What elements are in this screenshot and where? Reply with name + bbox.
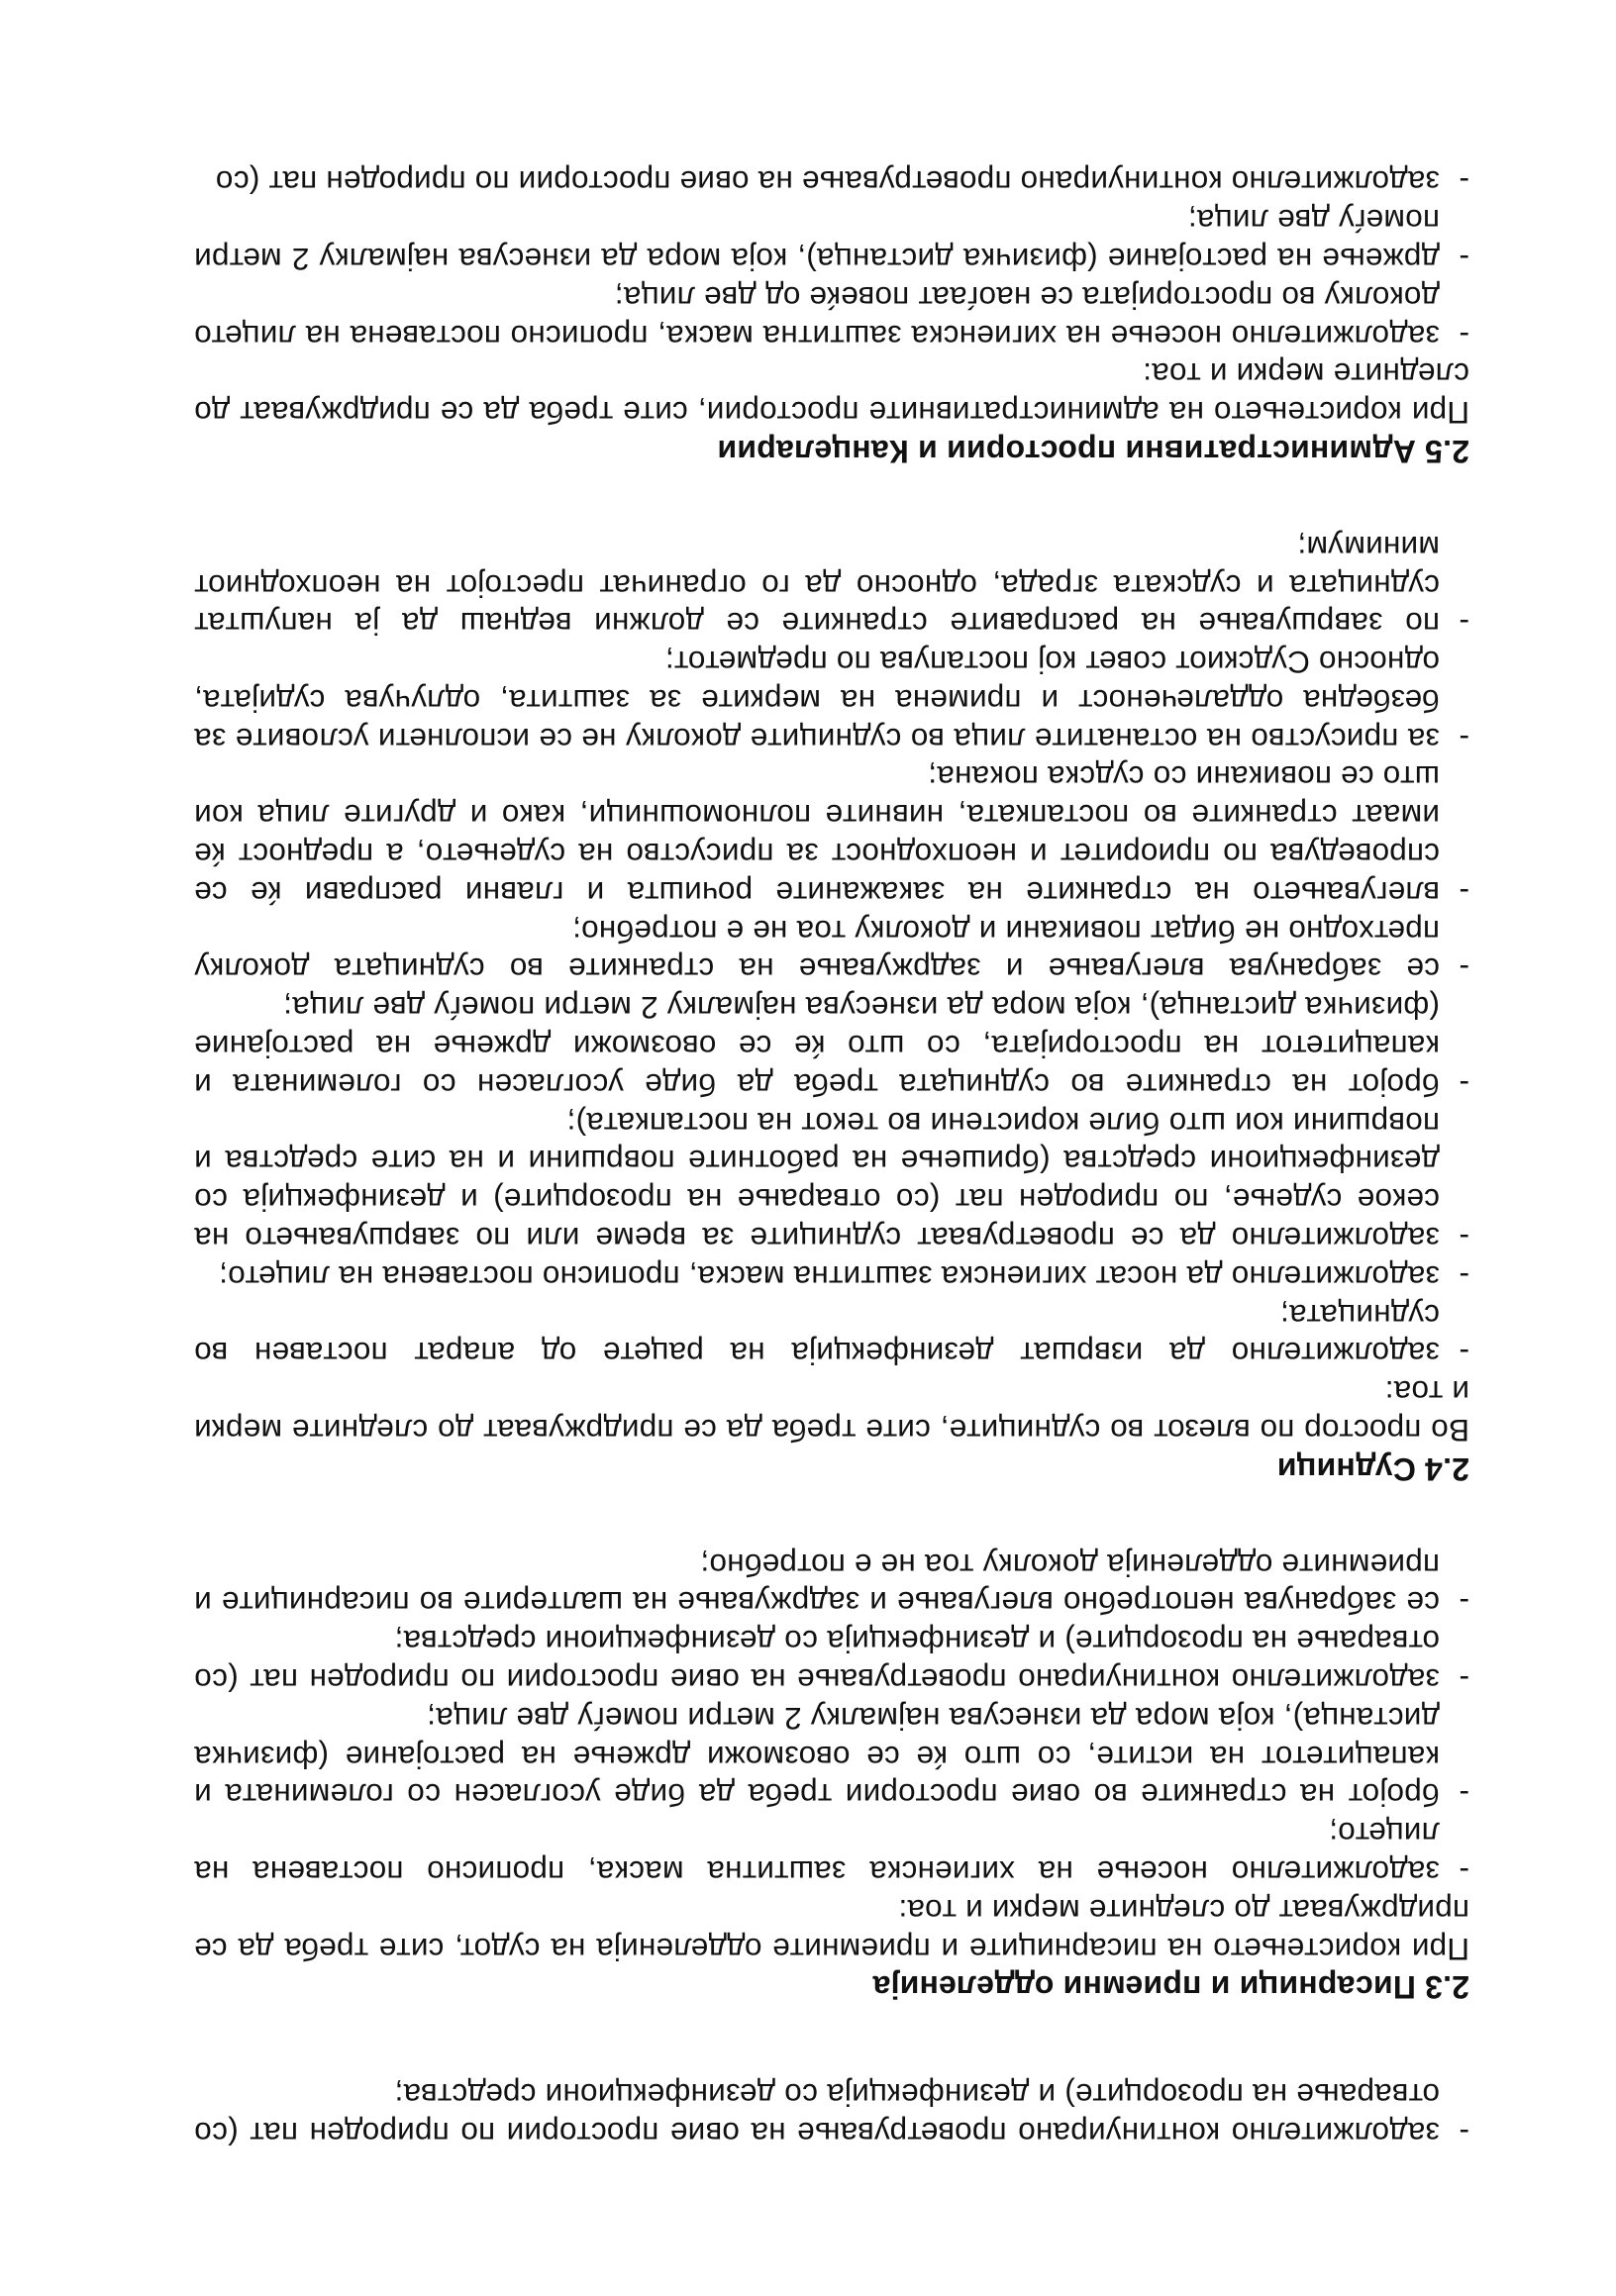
section-heading-2-5: 2.5 Административни простории и Канцеларии — [717, 433, 1469, 469]
bullet-dash: - — [1459, 1585, 1469, 1622]
list-item — [194, 163, 1469, 202]
section-intro: Во простор по влезот во судниците, сите треба да се придржуваат до следните мерки и тоа: — [194, 1374, 1469, 1449]
list-item — [194, 1699, 1469, 1814]
bullet-dash: - — [1459, 721, 1469, 757]
list-item — [194, 912, 1469, 989]
bullet-dash: - — [1459, 241, 1469, 277]
list-item-text: задолжително да се проветруваат судниците за време или по завршувањето на секое судење, по природен пат (со отварање на прозорците) и дезинфекција со дезинфекциони средства (бришење на работните површини и на сите средства и површини кои што биле користени во текот на постапката); — [194, 1105, 1440, 1257]
list-item-text: задолжително да носат хигиенска заштитна маска, прописно поставена на лицето; — [219, 1258, 1440, 1295]
bullet-dash: - — [1459, 318, 1469, 354]
bullet-dash: - — [1459, 164, 1469, 201]
list-item — [194, 278, 1469, 355]
bullet-list — [194, 163, 1469, 355]
section-intro: При користењето на писарниците и приемните одделенија на судот, сите треба да се придржуваат до следните мерки и тоа: — [194, 1892, 1469, 1967]
list-item-text: задолжително континуирано проветрување на овие простории по природен пат (со отварање на прозорците) и дезинфекција со дезинфекциони средства; — [194, 2077, 1440, 2151]
list-item — [194, 1257, 1469, 1296]
section-heading-2-3: 2.3 Писарници и приемни одделенија — [872, 1969, 1469, 2006]
bullet-dash: - — [1459, 1662, 1469, 1699]
list-item-text: за присуство на останатите лица во судниците доколку не се исполнети условите за безбедна оддалеченост и примена на мерките за заштита, одлучува судијата, односно Судскиот совет кој постапува по предметот; — [194, 645, 1440, 757]
bullet-dash: - — [1459, 1066, 1469, 1103]
bullet-dash: - — [1459, 606, 1469, 643]
list-item-text: задолжително континуирано проветрување на овие простории по природен пат (со — [215, 164, 1440, 201]
bullet-list — [194, 1546, 1469, 1891]
list-item — [194, 1546, 1469, 1623]
list-item — [194, 643, 1469, 757]
bullet-dash: - — [1459, 951, 1469, 988]
bullet-dash: - — [1459, 1777, 1469, 1814]
list-item — [194, 201, 1469, 278]
list-item-text: се забранува влегување и задржување на странките во судницата доколку претходно не бидат повикани и доколку тоа не е потребно; — [194, 913, 1440, 988]
list-item — [194, 988, 1469, 1103]
list-item-text: задолжително да извршат дезинфекција на рацете од апарат поставен во судницата; — [194, 1297, 1440, 1372]
document-body — [194, 163, 1469, 2152]
section-heading-2-4: 2.4 Судници — [1276, 1450, 1469, 1487]
list-item — [194, 2075, 1469, 2152]
bullet-list — [194, 528, 1469, 1373]
list-item — [194, 1296, 1469, 1373]
list-item — [194, 1622, 1469, 1699]
bullet-dash: - — [1459, 1336, 1469, 1372]
list-item — [194, 528, 1469, 643]
list-item-text: се забранува непотребно влегување и задржување на шалтерите во писарниците и приемните одделенија доколку тоа не е потребно; — [194, 1547, 1440, 1622]
list-item-text: бројот на странките во овие простории треба да биде усогласен со големината и капацитетот на истите, со што ќе се овозможи држење на растојание (физичка дистанца), која мора да изнесува најмалку 2 метри помеѓу две лица; — [194, 1700, 1440, 1814]
bullet-dash: - — [1459, 1258, 1469, 1295]
list-item — [194, 1814, 1469, 1891]
bullet-dash: - — [1459, 1854, 1469, 1891]
list-item-text: влегувањето на странките на закажаните рочишта и главни расправи ќе се спроведува по приоритет и неопходност за присуство на судењето, а предност ќе имаат странките во постапката, нивните полномошници, како и другите лица кои што се повикани со судска покана; — [194, 759, 1440, 911]
list-item-text: по завршување на расправите странките се должни веднаш да ја напуштат судницата и судската зграда, односно да го ограничат престојот на неопходниот минимум; — [194, 529, 1440, 643]
list-item — [194, 1104, 1469, 1257]
section-intro: При користењето на административните простории, сите треба да се придржуваат до следните мерки и тоа: — [194, 356, 1469, 432]
list-item-text: држење на растојание (физичка дистанца), која мора да изнесува најмалку 2 метри помеѓу две лица; — [194, 203, 1440, 277]
list-item-text: задолжително континуирано проветрување на овие простории по природен пат (со отварање на прозорците) и дезинфекција со дезинфекциони средства; — [194, 1624, 1440, 1699]
bullet-dash: - — [1459, 2116, 1469, 2151]
list-item-text: бројот на странките во судницата треба да биде усогласен со големината и капацитетот на просторијата, со што ќе се овозможи држење на растојание (физичка дистанца), која мора да изнесува најмалку 2 метри помеѓу две лица; — [194, 990, 1440, 1103]
list-item-text: задолжително носење на хигиенска заштитна маска, прописно поставена на лицето; — [194, 1816, 1440, 1891]
bullet-dash: - — [1459, 874, 1469, 911]
list-item — [194, 758, 1469, 912]
bullet-dash: - — [1459, 1221, 1469, 1257]
list-item-text: задолжително носење на хигиенска заштитна маска, прописно поставена на лицето доколку во просторијата се наоѓаат повеќе од две лица; — [194, 279, 1440, 354]
